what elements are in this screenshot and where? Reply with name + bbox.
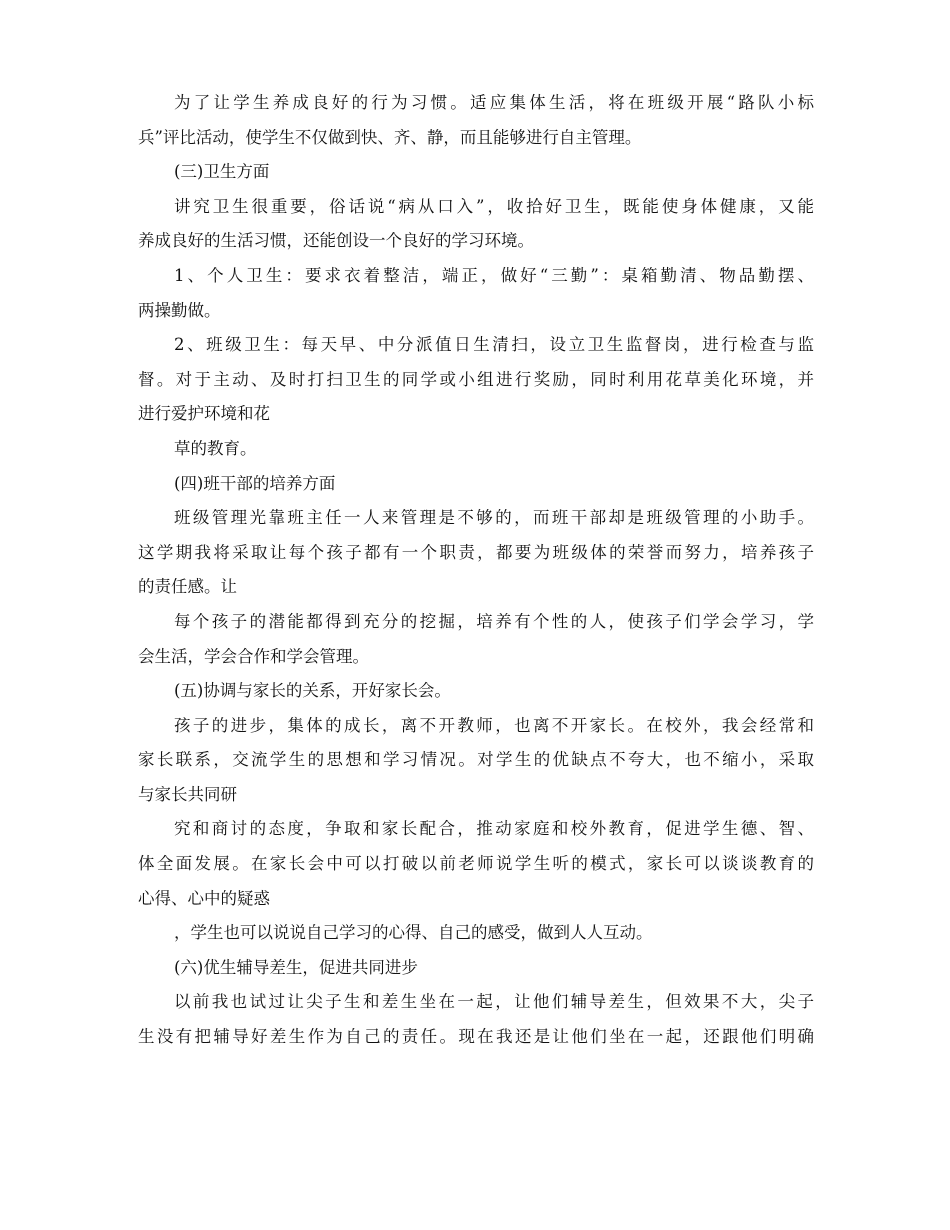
text-line: 养成良好的生活习惯，还能创设一个良好的学习环境。 bbox=[138, 231, 534, 251]
text-line: 兵”评比活动，使学生不仅做到快、齐、静，而且能够进行自主管理。 bbox=[138, 127, 642, 147]
document-body bbox=[138, 86, 814, 1055]
text-line: (三)卫生方面 bbox=[174, 162, 270, 182]
text-line: 以前我也试过让尖子生和差生坐在一起，让他们辅导差生，但效果不大，尖子 bbox=[174, 992, 814, 1012]
text-line: (六)优生辅导差生，促进共同进步 bbox=[174, 957, 418, 977]
text-line: 的责任感。让 bbox=[138, 577, 237, 597]
text-line: 生没有把辅导好差生作为自己的责任。现在我还是让他们坐在一起，还跟他们明确 bbox=[138, 1027, 814, 1047]
text-line: 每个孩子的潜能都得到充分的挖掘，培养有个性的人，使孩子们学会学习，学 bbox=[174, 611, 814, 631]
text-line: 会生活，学会合作和学会管理。 bbox=[138, 646, 369, 666]
text-line: 1、个人卫生：要求衣着整洁，端正，做好“三勤”：桌箱勤清、物品勤摆、 bbox=[174, 265, 814, 285]
text-line: 两操勤做。 bbox=[138, 300, 221, 320]
text-line: (四)班干部的培养方面 bbox=[174, 473, 336, 493]
text-line: 草的教育。 bbox=[174, 438, 257, 458]
text-line: 讲究卫生很重要，俗话说“病从口入”，收拾好卫生，既能使身体健康，又能 bbox=[174, 196, 814, 216]
text-line: (五)协调与家长的关系，开好家长会。 bbox=[174, 681, 451, 701]
text-line: 家长联系，交流学生的思想和学习情况。对学生的优缺点不夸大，也不缩小，采取 bbox=[138, 750, 814, 770]
text-line: ，学生也可以说说自己学习的心得、自己的感受，做到人人互动。 bbox=[174, 923, 653, 943]
text-line: 这学期我将采取让每个孩子都有一个职责，都要为班级体的荣誉而努力，培养孩子 bbox=[138, 542, 814, 562]
text-line: 究和商讨的态度，争取和家长配合，推动家庭和校外教育，促进学生德、智、 bbox=[174, 819, 814, 839]
text-line: 孩子的进步，集体的成长，离不开教师，也离不开家长。在校外，我会经常和 bbox=[174, 715, 814, 735]
text-line: 班级管理光靠班主任一人来管理是不够的，而班干部却是班级管理的小助手。 bbox=[174, 508, 814, 528]
text-line: 进行爱护环境和花 bbox=[138, 404, 270, 424]
text-line: 督。对于主动、及时打扫卫生的同学或小组进行奖励，同时利用花草美化环境，并 bbox=[138, 369, 814, 389]
text-line: 2、班级卫生：每天早、中分派值日生清扫，设立卫生监督岗，进行检查与监 bbox=[174, 335, 814, 355]
text-line: 与家长共同研 bbox=[138, 784, 237, 804]
text-line: 心得、心中的疑惑 bbox=[138, 888, 270, 908]
text-line: 体全面发展。在家长会中可以打破以前老师说学生听的模式，家长可以谈谈教育的 bbox=[138, 854, 814, 874]
text-line: 为了让学生养成良好的行为习惯。适应集体生活，将在班级开展“路队小标 bbox=[174, 93, 814, 112]
